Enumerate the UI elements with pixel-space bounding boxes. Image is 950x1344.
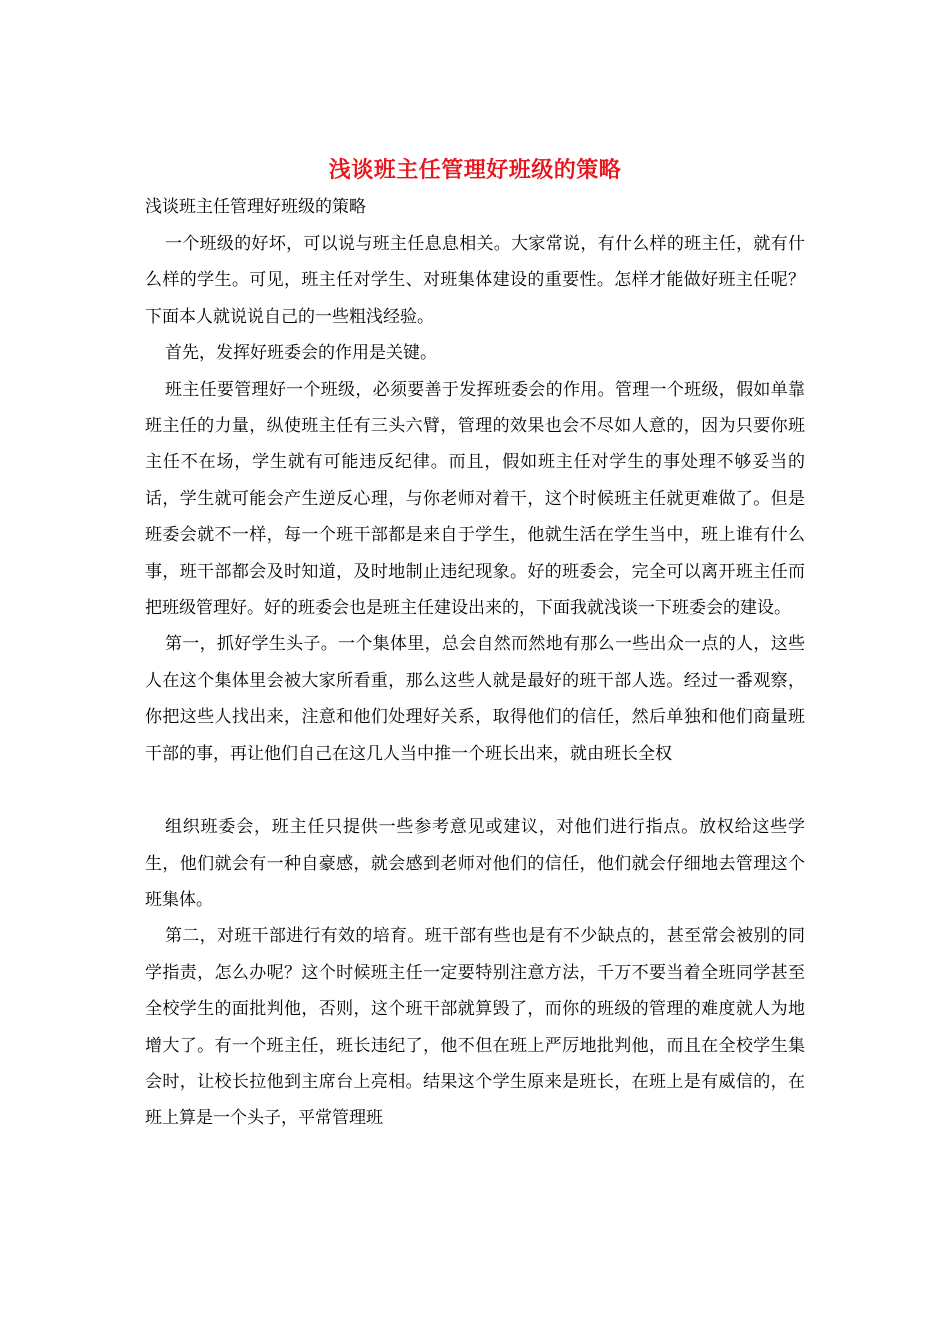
paragraph: 第二，对班干部进行有效的培育。班干部有些也是有不少缺点的，甚至常会被别的同学指责，怎么办呢？这个时候班主任一定要特别注意方法，千万不要当着全班同学甚至全校学生的面批判他，否则，这个班干部就算毁了，而你的班级的管理的难度就人为地增大了。有一个班主任，班长违纪了，他不但在班上严厉地批判他，而且在全校学生集会时，让校长拉他到主席台上亮相。结果这个学生原来是班长，在班上是有威信的，在班上算是一个头子，平常管理班 <box>145 926 805 1129</box>
paragraph: 首先，发挥好班委会的作用是关键。 <box>165 343 437 364</box>
paragraph: 组织班委会，班主任只提供一些参考意见或建议，对他们进行指点。放权给这些学生，他们就会有一种自豪感，就会感到老师对他们的信任，他们就会仔细地去管理这个班集体。 <box>145 817 805 910</box>
document-title: 浅谈班主任管理好班级的策略 <box>328 157 622 183</box>
paragraph: 第一，抓好学生头子。一个集体里，总会自然而然地有那么一些出众一点的人，这些人在这个集体里会被大家所看重，那么这些人就是最好的班干部人选。经过一番观察，你把这些人找出来，注意和他们处理好关系，取得他们的信任，然后单独和他们商量班干部的事，再让他们自己在这几人当中推一个班长出来，就由班长全权 <box>145 634 805 764</box>
paragraph: 班主任要管理好一个班级，必须要善于发挥班委会的作用。管理一个班级，假如单靠班主任的力量，纵使班主任有三头六臂，管理的效果也会不尽如人意的，因为只要你班主任不在场，学生就有可能违反纪律。而且，假如班主任对学生的事处理不够妥当的话，学生就可能会产生逆反心理，与你老师对着干，这个时候班主任就更难做了。但是班委会就不一样，每一个班干部都是来自于学生，他就生活在学生当中，班上谁有什么事，班干部都会及时知道，及时地制止违纪现象。好的班委会，完全可以离开班主任而把班级管理好。好的班委会也是班主任建设出来的，下面我就浅谈一下班委会的建设。 <box>145 379 805 619</box>
document-page <box>145 150 805 1137</box>
paragraph: 一个班级的好坏，可以说与班主任息息相关。大家常说，有什么样的班主任，就有什么样的学生。可见，班主任对学生、对班集体建设的重要性。怎样才能做好班主任呢？下面本人就说说自己的一些粗浅经验。 <box>145 234 805 327</box>
document-subtitle: 浅谈班主任管理好班级的策略 <box>145 197 366 217</box>
